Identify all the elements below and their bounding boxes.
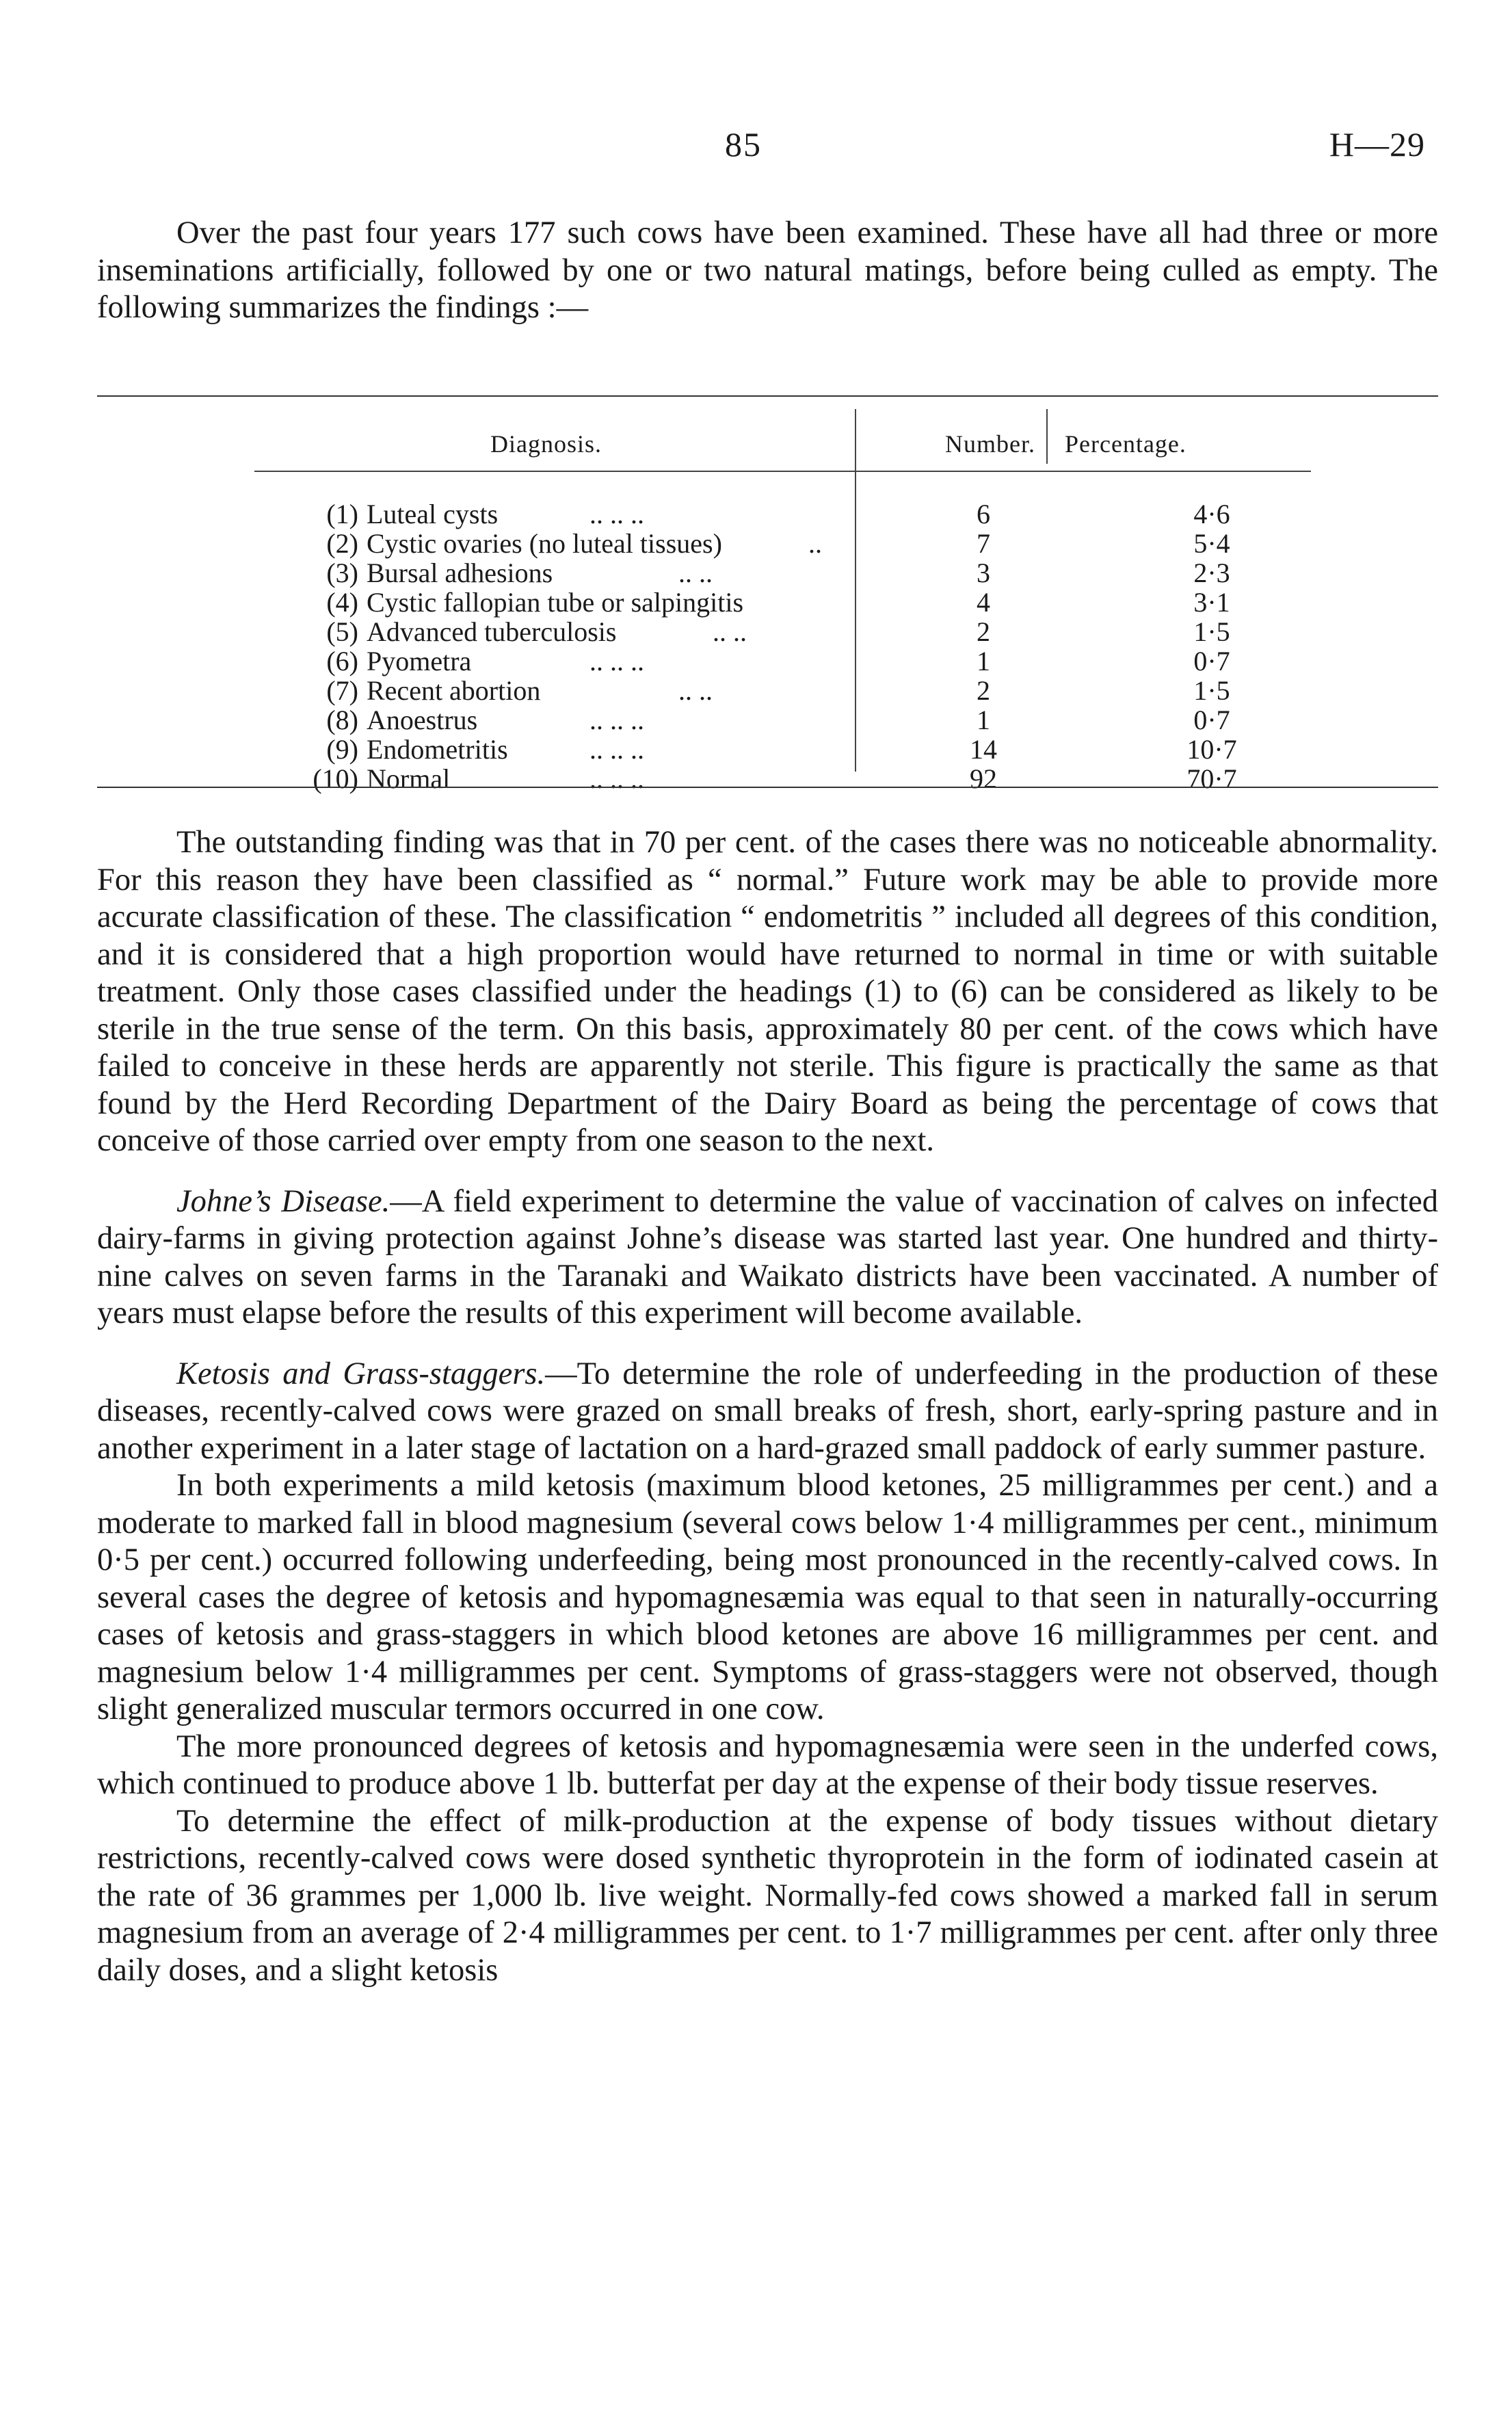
row-percentage: 4·6 <box>1193 499 1230 529</box>
hypomagnesaemia-paragraph: The more pronounced degrees of ketosis and hypomagnesæmia were seen in the underfed cows, which continued to produce above 1 lb. butterfat per day at the expense of their body tissue reserves. <box>97 1729 1438 1801</box>
row-percentage: 70·7 <box>1186 763 1237 794</box>
header-underline <box>254 471 1311 472</box>
leader-dots: .. .. <box>713 616 747 647</box>
table-row <box>97 527 1438 557</box>
row-diagnosis: Normal <box>367 763 451 794</box>
table-row <box>97 586 1438 616</box>
row-percentage: 0·7 <box>1193 705 1230 735</box>
row-diagnosis: Advanced tuberculosis <box>367 616 617 647</box>
leader-dots: .. .. <box>678 557 713 588</box>
document-reference: H—29 <box>1329 125 1425 163</box>
ketosis-paragraph <box>97 1356 1438 1468</box>
row-percentage: 0·7 <box>1193 646 1230 676</box>
findings-table <box>97 395 1438 792</box>
row-number-value: 3 <box>977 557 990 588</box>
row-number: (5) <box>326 616 358 647</box>
findings-discussion-paragraph: The outstanding finding was that in 70 per cent. of the cases there was no noticeable abnormality. For this reason they have been classified as “ normal.” Future work may be able to provide more accurate classification of these. The classification “ endometritis ” included all degrees of this condition, and it is considered that a high proportion would have returned to normal in time or with suitable treatment. Only those cases classified under the headings (1) to (6) can be considered as likely to be sterile in the true sense of the term. On this basis, approximately 80 per cent. of the cows which have failed to conceive in these herds are apparently not sterile. This figure is practically the same as that found by the Herd Recording Department of the Dairy Board as being the percentage of cows that conceive of those carried over empty from one season to the next. <box>97 825 1438 1158</box>
table-row <box>97 733 1438 763</box>
row-number: (9) <box>326 734 358 765</box>
row-number: (3) <box>326 557 358 588</box>
percentage-column-header: Percentage. <box>1065 430 1186 458</box>
page-header <box>0 124 1512 172</box>
johnes-disease-text: —A field experiment to determine the value of vaccination of calves on infected dairy-farms in giving protection against Johne’s disease was started last year. One hundred and thirty-nine calves on seven farms in the Taranaki and Waikato districts have been vaccinated. A number of years must elapse before the results of this experiment will become available. <box>97 1183 1438 1330</box>
table-row <box>97 557 1438 587</box>
row-diagnosis: Bursal adhesions <box>367 557 553 588</box>
row-percentage: 3·1 <box>1193 587 1230 618</box>
row-number-value: 7 <box>977 528 990 559</box>
row-number-value: 2 <box>977 675 990 706</box>
row-percentage: 10·7 <box>1186 734 1237 765</box>
row-number-value: 14 <box>970 734 997 765</box>
row-percentage: 2·3 <box>1193 557 1230 588</box>
row-number-value: 6 <box>977 499 990 529</box>
table-row <box>97 674 1438 705</box>
table-row <box>97 616 1438 646</box>
row-diagnosis: Cystic ovaries (no luteal tissues) <box>367 528 722 559</box>
row-number: (1) <box>326 499 358 529</box>
table-bottom-rule <box>97 787 1438 788</box>
row-percentage: 1·5 <box>1193 675 1230 706</box>
table-row <box>97 645 1438 675</box>
leader-dots: .. .. .. <box>589 499 644 529</box>
ketosis-heading: Ketosis and Grass-staggers. <box>176 1356 546 1391</box>
table-top-rule <box>97 395 1438 397</box>
diagnosis-column-header: Diagnosis. <box>490 430 602 458</box>
table-row <box>97 704 1438 734</box>
leader-dots: .. <box>808 528 822 559</box>
row-diagnosis: Luteal cysts <box>367 499 499 529</box>
row-percentage: 1·5 <box>1193 616 1230 647</box>
leader-dots: .. .. <box>678 675 713 706</box>
row-number: (2) <box>326 528 358 559</box>
intro-paragraph: Over the past four years 177 such cows have been examined. These have all had three or more inseminations artificially, followed by one or two natural matings, before being culled as empty. The following summarizes the findings :— <box>97 215 1438 325</box>
row-number-value: 2 <box>977 616 990 647</box>
johnes-disease-paragraph <box>97 1183 1438 1332</box>
page-number: 85 <box>725 125 762 163</box>
leader-dots: .. .. .. <box>589 734 644 765</box>
row-percentage: 5·4 <box>1193 528 1230 559</box>
johnes-disease-heading: Johne’s Disease. <box>176 1183 390 1219</box>
ketosis-text: —To determine the role of underfeeding in the production of these diseases, recently-calved cows were grazed on small breaks of fresh, short, early-spring pasture and in another experiment in a later stage of lactation on a hard-grazed small paddock of early summer pasture. <box>97 1356 1438 1466</box>
table-row <box>97 498 1438 528</box>
thyroprotein-paragraph: To determine the effect of milk-production at the expense of body tissues without dietary restrictions, recently-calved cows were dosed synthetic thyroprotein in the form of iodinated casein at the rate of 36 grammes per 1,000 lb. live weight. Normally-fed cows showed a marked fall in serum magnesium from an average of 2·4 milligrammes per cent. to 1·7 milligrammes per cent. after only three daily doses, and a slight ketosis <box>97 1803 1438 1988</box>
table-row <box>97 763 1438 793</box>
number-column-header: Number. <box>945 430 1035 458</box>
main-text <box>97 824 1438 1989</box>
row-number: (4) <box>326 587 358 618</box>
leader-dots: .. .. .. <box>589 763 644 794</box>
row-number: (8) <box>326 705 358 735</box>
leader-dots: .. .. .. <box>589 646 644 676</box>
row-diagnosis: Anoestrus <box>367 705 478 735</box>
row-diagnosis: Recent abortion <box>367 675 541 706</box>
row-number: (6) <box>326 646 358 676</box>
row-number-value: 1 <box>977 646 990 676</box>
row-number-value: 92 <box>970 763 997 794</box>
column-divider-2 <box>1046 409 1048 464</box>
row-number: (7) <box>326 675 358 706</box>
row-diagnosis: Cystic fallopian tube or salpingitis <box>367 587 744 618</box>
row-diagnosis: Pyometra <box>367 646 472 676</box>
row-diagnosis: Endometritis <box>367 734 508 765</box>
intro-section <box>97 215 1438 327</box>
row-number-value: 4 <box>977 587 990 618</box>
row-number: (10) <box>313 763 358 794</box>
experiments-paragraph: In both experiments a mild ketosis (maximum blood ketones, 25 milligrammes per cent.) and a moderate to marked fall in blood magnesium (several cows below 1·4 milligrammes per cent., minimum 0·5 per cent.) occurred following underfeeding, being most pronounced in the recently-calved cows. In several cases the degree of ketosis and hypomagnesæmia was equal to that seen in naturally-occurring cases of ketosis and grass-staggers in which blood ketones are above 16 milligrammes per cent. and magnesium below 1·4 milligrammes per cent. Symptoms of grass-staggers were not observed, though slight generalized muscular termors occurred in one cow. <box>97 1468 1438 1726</box>
leader-dots: .. .. .. <box>589 705 644 735</box>
row-number-value: 1 <box>977 705 990 735</box>
